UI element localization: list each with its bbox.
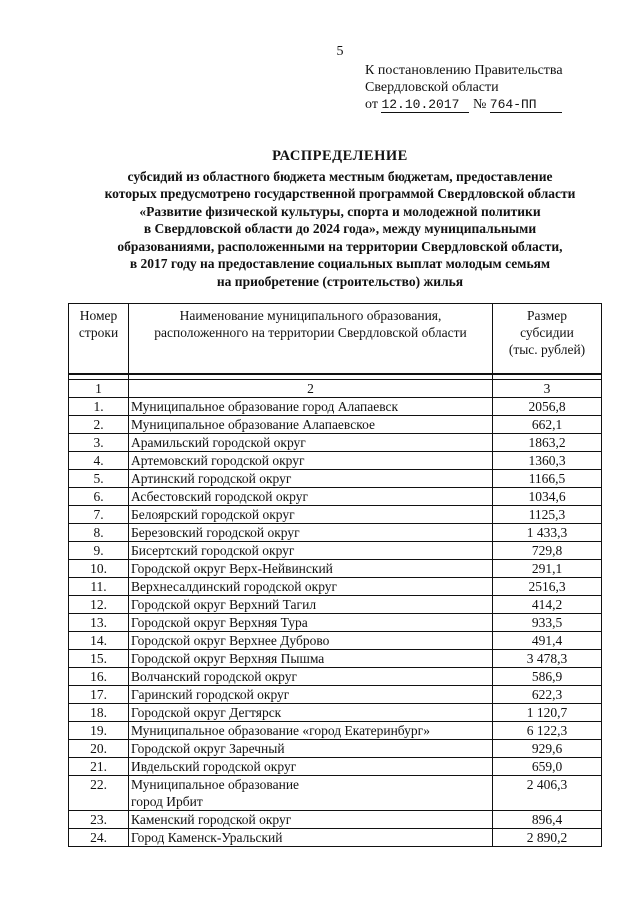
table-row — [69, 506, 602, 524]
table-row — [69, 632, 602, 650]
approval-block — [365, 62, 563, 113]
municipality-name-line: Муниципальное образование город Алапаевск — [131, 399, 399, 414]
subsidy-amount: 2 890,2 — [493, 829, 602, 847]
table-row — [69, 398, 602, 416]
table-row — [69, 686, 602, 704]
municipality-name — [129, 650, 493, 668]
municipality-name — [129, 668, 493, 686]
municipality-name-line: Артинский городской округ — [131, 471, 292, 486]
row-number: 21. — [69, 758, 129, 776]
row-number: 20. — [69, 740, 129, 758]
municipality-name-line: Артемовский городской округ — [131, 453, 305, 468]
subsidy-amount: 896,4 — [493, 811, 602, 829]
table-row — [69, 488, 602, 506]
header-text: строки — [78, 325, 119, 340]
document-title — [60, 148, 620, 290]
municipality-name — [129, 470, 493, 488]
subsidy-amount: 1166,5 — [493, 470, 602, 488]
municipality-name-line: Городской округ Заречный — [131, 741, 285, 756]
municipality-name-line: Белоярский городской округ — [131, 507, 295, 522]
municipality-name — [129, 416, 493, 434]
municipality-name — [129, 829, 493, 847]
subsidy-amount: 3 478,3 — [493, 650, 602, 668]
municipality-name-line: Верхнесалдинский городской округ — [131, 579, 338, 594]
row-number: 6. — [69, 488, 129, 506]
municipality-name-line: Городской округ Верх-Нейвинский — [131, 561, 333, 576]
subsidy-amount: 1 433,3 — [493, 524, 602, 542]
row-number: 11. — [69, 578, 129, 596]
municipality-name — [129, 740, 493, 758]
subsidy-amount: 414,2 — [493, 596, 602, 614]
municipality-name — [129, 758, 493, 776]
municipality-name-line: Муниципальное образование Алапаевское — [131, 417, 375, 432]
header-text: Номер — [79, 308, 118, 323]
header-municipality-name — [129, 304, 493, 375]
table-row — [69, 740, 602, 758]
title-line: в 2017 году на предоставление социальных выплат молодым семьям — [129, 256, 551, 271]
title-line: образованиями, расположенными на территории Свердловской области, — [117, 238, 563, 254]
municipality-name-line: Волчанский городской округ — [131, 669, 298, 684]
municipality-name-line: Городской округ Верхняя Пышма — [131, 651, 325, 666]
title-subtitle — [60, 168, 620, 291]
table-row — [69, 614, 602, 632]
table-row — [69, 704, 602, 722]
approval-date-line — [365, 96, 563, 113]
row-number: 17. — [69, 686, 129, 704]
subsidy-amount: 929,6 — [493, 740, 602, 758]
municipality-name-line: Муниципальное образование «город Екатеринбург» — [131, 723, 430, 738]
municipality-name — [129, 398, 493, 416]
row-number: 12. — [69, 596, 129, 614]
municipality-name-line: Бисертский городской округ — [131, 543, 295, 558]
table-row — [69, 722, 602, 740]
row-number: 19. — [69, 722, 129, 740]
municipality-name — [129, 578, 493, 596]
decree-date: 12.10.2017 — [381, 98, 469, 113]
municipality-name-line: Муниципальное образование — [131, 777, 300, 792]
subsidy-amount: 933,5 — [493, 614, 602, 632]
row-number: 5. — [69, 470, 129, 488]
subsidy-amount: 2 406,3 — [493, 776, 602, 811]
approval-line-2: Свердловской области — [365, 80, 499, 95]
header-subsidy-amount — [493, 304, 602, 375]
row-number: 1. — [69, 398, 129, 416]
table-row — [69, 560, 602, 578]
row-number: 24. — [69, 829, 129, 847]
row-number: 14. — [69, 632, 129, 650]
municipality-name-line: Городской округ Верхнее Дуброво — [131, 633, 330, 648]
municipality-name — [129, 488, 493, 506]
table-header-row — [69, 304, 602, 375]
title-heading: РАСПРЕДЕЛЕНИЕ — [272, 148, 408, 164]
row-number: 18. — [69, 704, 129, 722]
table-row — [69, 578, 602, 596]
municipality-name — [129, 614, 493, 632]
municipality-name-line: Арамильский городской округ — [131, 435, 306, 450]
row-number: 23. — [69, 811, 129, 829]
subsidy-amount: 1863,2 — [493, 434, 602, 452]
municipality-name — [129, 506, 493, 524]
municipality-name — [129, 452, 493, 470]
table-row — [69, 524, 602, 542]
municipality-name — [129, 722, 493, 740]
municipality-name-line: Гаринский городской округ — [131, 687, 290, 702]
table-row — [69, 758, 602, 776]
subsidy-amount: 586,9 — [493, 668, 602, 686]
table-row — [69, 596, 602, 614]
title-line: которых предусмотрено государственной программой Свердловской области — [104, 186, 576, 201]
table-row — [69, 776, 602, 811]
title-line: субсидий из областного бюджета местным бюджетам, предоставление — [127, 168, 553, 184]
subsidy-amount: 291,1 — [493, 560, 602, 578]
row-number: 13. — [69, 614, 129, 632]
table-row — [69, 434, 602, 452]
row-number: 7. — [69, 506, 129, 524]
header-row-number — [69, 304, 129, 375]
header-text: Наименование муниципального образования, — [179, 308, 442, 323]
header-text: субсидии — [520, 325, 574, 340]
municipality-name — [129, 542, 493, 560]
municipality-name-line: Городской округ Дегтярск — [131, 705, 282, 720]
header-text: Размер — [527, 308, 567, 323]
municipality-name-line: Березовский городской округ — [131, 525, 300, 540]
column-number-row — [69, 380, 602, 398]
subsidy-amount: 1125,3 — [493, 506, 602, 524]
table-row — [69, 452, 602, 470]
subsidy-amount: 1034,6 — [493, 488, 602, 506]
municipality-name — [129, 776, 493, 811]
approval-line-1: К постановлению Правительства — [365, 63, 563, 78]
header-text: расположенного на территории Свердловской области — [154, 325, 467, 340]
header-text: (тыс. рублей) — [508, 342, 586, 357]
municipality-name — [129, 811, 493, 829]
subsidy-amount: 6 122,3 — [493, 722, 602, 740]
municipality-name — [129, 686, 493, 704]
municipality-name — [129, 596, 493, 614]
row-number: 4. — [69, 452, 129, 470]
row-number: 15. — [69, 650, 129, 668]
row-number: 2. — [69, 416, 129, 434]
municipality-name-line: Городской округ Верхняя Тура — [131, 615, 308, 630]
page-number: 5 — [336, 44, 344, 59]
row-number: 3. — [69, 434, 129, 452]
municipality-name — [129, 704, 493, 722]
from-label: от — [365, 97, 378, 112]
table-row — [69, 542, 602, 560]
number-label: № — [472, 97, 487, 112]
row-number: 22. — [69, 776, 129, 811]
municipality-name-line: Асбестовский городской округ — [131, 489, 309, 504]
decree-number: 764-ПП — [490, 98, 562, 113]
title-line: в Свердловской области до 2024 года», между муниципальными — [143, 221, 537, 236]
title-line: на приобретение (строительство) жилья — [216, 273, 464, 289]
subsidy-table — [68, 303, 602, 847]
subsidy-amount: 2056,8 — [493, 398, 602, 416]
table-row — [69, 470, 602, 488]
subsidy-amount: 662,1 — [493, 416, 602, 434]
municipality-name — [129, 560, 493, 578]
column-number: 1 — [69, 380, 129, 398]
row-number: 16. — [69, 668, 129, 686]
municipality-name — [129, 434, 493, 452]
title-line: «Развитие физической культуры, спорта и молодежной политики — [139, 203, 541, 219]
table-row — [69, 416, 602, 434]
municipality-name-line: Город Каменск-Уральский — [131, 830, 283, 845]
municipality-name-line: Ивдельский городской округ — [131, 759, 297, 774]
row-number: 8. — [69, 524, 129, 542]
municipality-name-line: Каменский городской округ — [131, 812, 292, 827]
municipality-name-line: Городской округ Верхний Тагил — [131, 597, 317, 612]
table-row — [69, 668, 602, 686]
subsidy-amount: 1360,3 — [493, 452, 602, 470]
municipality-name-line: город Ирбит — [131, 794, 203, 809]
subsidy-amount: 622,3 — [493, 686, 602, 704]
row-number: 9. — [69, 542, 129, 560]
row-number: 10. — [69, 560, 129, 578]
table-row — [69, 811, 602, 829]
subsidy-amount: 491,4 — [493, 632, 602, 650]
column-number: 2 — [129, 380, 493, 398]
subsidy-amount: 1 120,7 — [493, 704, 602, 722]
subsidy-amount: 2516,3 — [493, 578, 602, 596]
table-row — [69, 829, 602, 847]
subsidy-amount: 729,8 — [493, 542, 602, 560]
municipality-name — [129, 632, 493, 650]
table-row — [69, 650, 602, 668]
subsidy-amount: 659,0 — [493, 758, 602, 776]
municipality-name — [129, 524, 493, 542]
column-number: 3 — [493, 380, 602, 398]
